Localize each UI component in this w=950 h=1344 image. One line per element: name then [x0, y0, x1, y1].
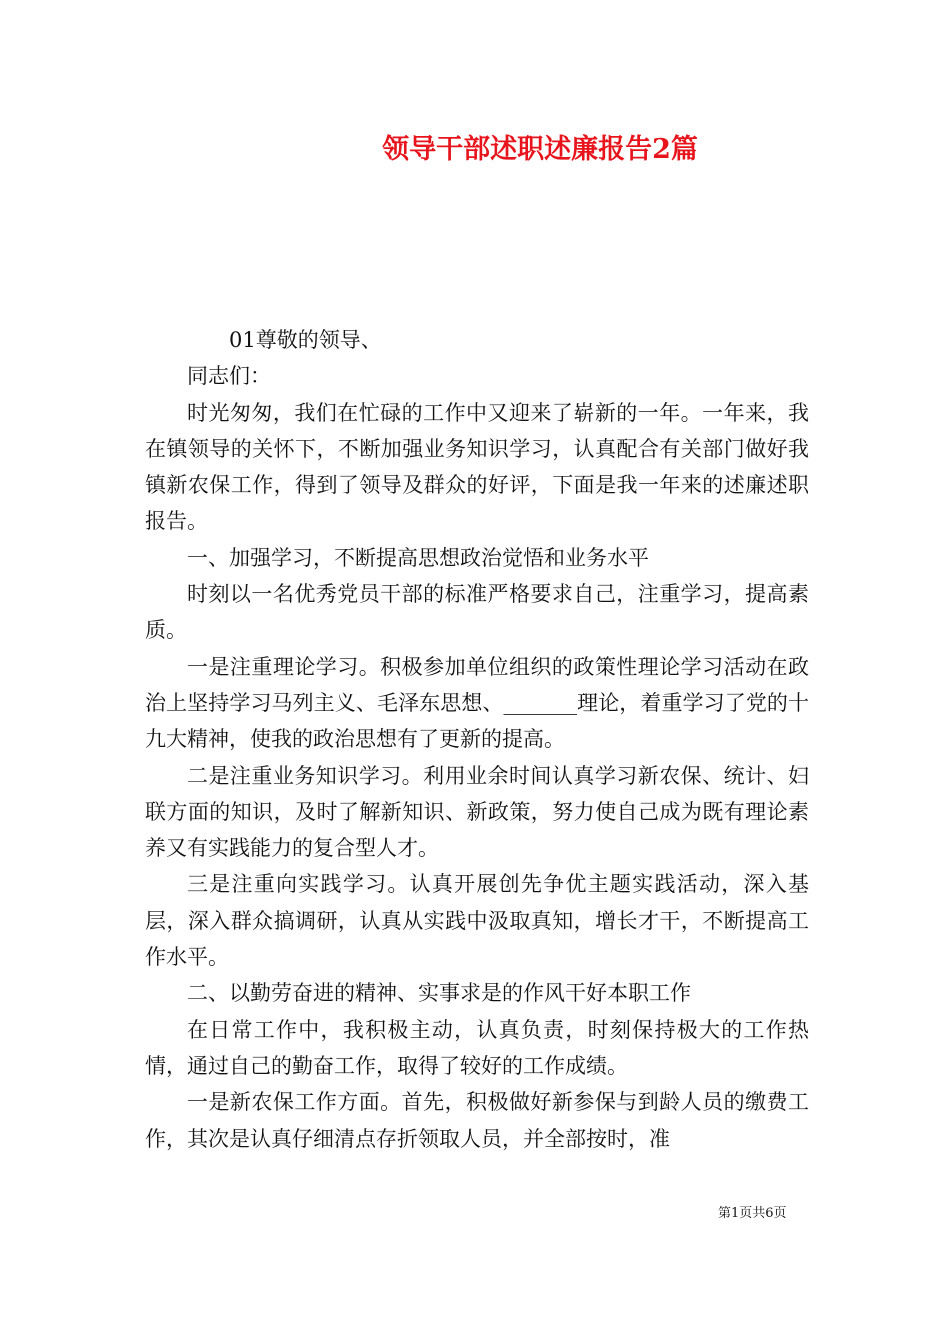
paragraph: 一是注重理论学习。积极参加单位组织的政策性理论学习活动在政治上坚持学习马列主义、毛泽东思想、_______理论，着重学习了党的十九大精神，使我的政治思想有了更新的提高。: [145, 654, 809, 752]
paragraph: 一是新农保工作方面。首先，积极做好新参保与到龄人员的缴费工作，其次是认真仔细清点存折领取人员，并全部按时，准: [145, 1090, 809, 1151]
page-number-footer: 第1页共6页: [718, 1206, 787, 1221]
paragraph: 时刻以一名优秀党员干部的标准严格要求自己，注重学习，提高素质。: [145, 582, 809, 643]
section-heading: 二、以勤劳奋进的精神、实事求是的作风干好本职工作: [187, 981, 691, 1006]
document-title: 领导干部述职述廉报告2篇: [382, 134, 698, 165]
salutation-line-2: 同志们：: [187, 364, 271, 389]
salutation-line: 01尊敬的领导、: [229, 328, 382, 352]
section-heading: 一、加强学习，不断提高思想政治觉悟和业务水平: [187, 545, 649, 570]
document-body: [145, 322, 809, 1157]
paragraph: 二是注重业务知识学习。利用业余时间认真学习新农保、统计、妇联方面的知识，及时了解新知识、新政策，努力使自己成为既有理论素养又有实践能力的复合型人才。: [145, 763, 809, 861]
paragraph: 在日常工作中，我积极主动，认真负责，时刻保持极大的工作热情，通过自己的勤奋工作，取得了较好的工作成绩。: [145, 1017, 809, 1078]
paragraph: 三是注重向实践学习。认真开展创先争优主题实践活动，深入基层，深入群众搞调研，认真从实践中汲取真知，增长才干，不断提高工作水平。: [145, 872, 809, 970]
paragraph: 时光匆匆，我们在忙碌的工作中又迎来了崭新的一年。一年来，我在镇领导的关怀下，不断加强业务知识学习，认真配合有关部门做好我镇新农保工作，得到了领导及群众的好评，下面是我一年来的述廉述职报告。: [145, 400, 809, 534]
